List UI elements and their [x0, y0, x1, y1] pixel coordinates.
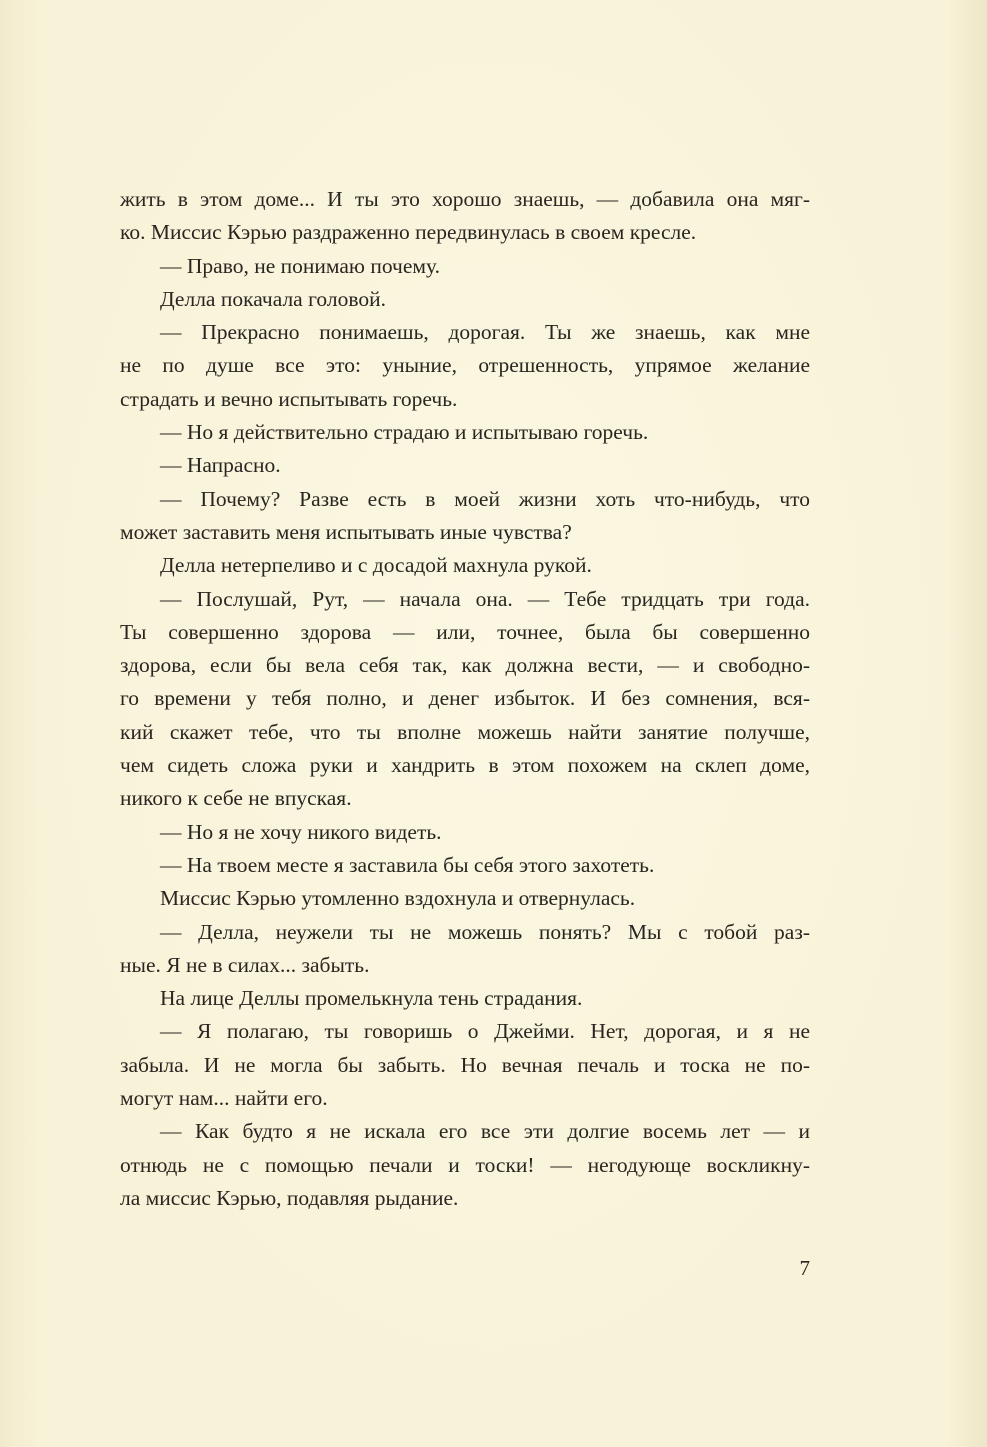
text-line: — Но я не хочу никого видеть.: [160, 819, 442, 844]
text-line: — Я полагаю, ты говоришь о Джейми. Нет, дорогая, и я не: [160, 1019, 810, 1044]
text-line: — На твоем месте я заставила бы себя этого захотеть.: [160, 852, 655, 877]
text-line: — Делла, неужели ты не можешь понять? Мы с тобой раз-: [160, 919, 810, 944]
text-line: чем сидеть сложа руки и хандрить в этом похожем на склеп доме,: [120, 753, 810, 778]
text-line: может заставить меня испытывать иные чувства?: [120, 519, 572, 544]
text-line: не по душе все это: уныние, отрешенность, упрямое желание: [120, 353, 810, 378]
body-text: [120, 183, 810, 1215]
text-line: могут нам... найти его.: [120, 1086, 328, 1111]
text-line: — Послушай, Рут, — начала она. — Тебе тридцать три года.: [160, 586, 810, 611]
text-line: ные. Я не в силах... забыть.: [120, 952, 370, 977]
text-line: Делла покачала головой.: [160, 286, 386, 311]
text-line: жить в этом доме... И ты это хорошо знаешь, — добавила она мяг-: [120, 187, 810, 211]
text-line: отнюдь не с помощью печали и тоски! — негодующе воскликну-: [120, 1152, 810, 1177]
page-number: 7: [799, 1256, 810, 1280]
text-line: Миссис Кэрью утомленно вздохнула и отвернулась.: [160, 886, 636, 911]
text-line: — Но я действительно страдаю и испытываю горечь.: [160, 420, 649, 445]
text-line: забыла. И не могла бы забыть. Но вечная печаль и тоска не по-: [120, 1052, 810, 1077]
text-line: — Прекрасно понимаешь, дорогая. Ты же знаешь, как мне: [160, 320, 810, 345]
text-line: — Право, не понимаю почему.: [160, 253, 440, 278]
text-line: здорова, если бы вела себя так, как должна вести, — и свободно-: [120, 653, 810, 678]
text-line: кий скажет тебе, что ты вполне можешь найти занятие получше,: [120, 719, 810, 744]
text-line: — Как будто я не искала его все эти долгие восемь лет — и: [160, 1119, 810, 1144]
text-line: На лице Деллы промелькнула тень страдания.: [160, 986, 583, 1011]
text-line: го времени у тебя полно, и денег избыток. И без сомнения, вся-: [120, 686, 810, 711]
text-line: Ты совершенно здорова — или, точнее, была бы совершенно: [120, 619, 810, 644]
text-line: страдать и вечно испытывать горечь.: [120, 386, 458, 411]
text-line: ла миссис Кэрью, подавляя рыдание.: [120, 1185, 459, 1210]
text-line: Делла нетерпеливо и с досадой махнула рукой.: [160, 553, 592, 578]
text-line: — Почему? Разве есть в моей жизни хоть что-нибудь, что: [160, 486, 810, 511]
text-line: — Напрасно.: [160, 453, 281, 478]
text-line: никого к себе не впуская.: [120, 786, 352, 811]
text-line: ко. Миссис Кэрью раздраженно передвинулась в своем кресле.: [120, 220, 697, 245]
